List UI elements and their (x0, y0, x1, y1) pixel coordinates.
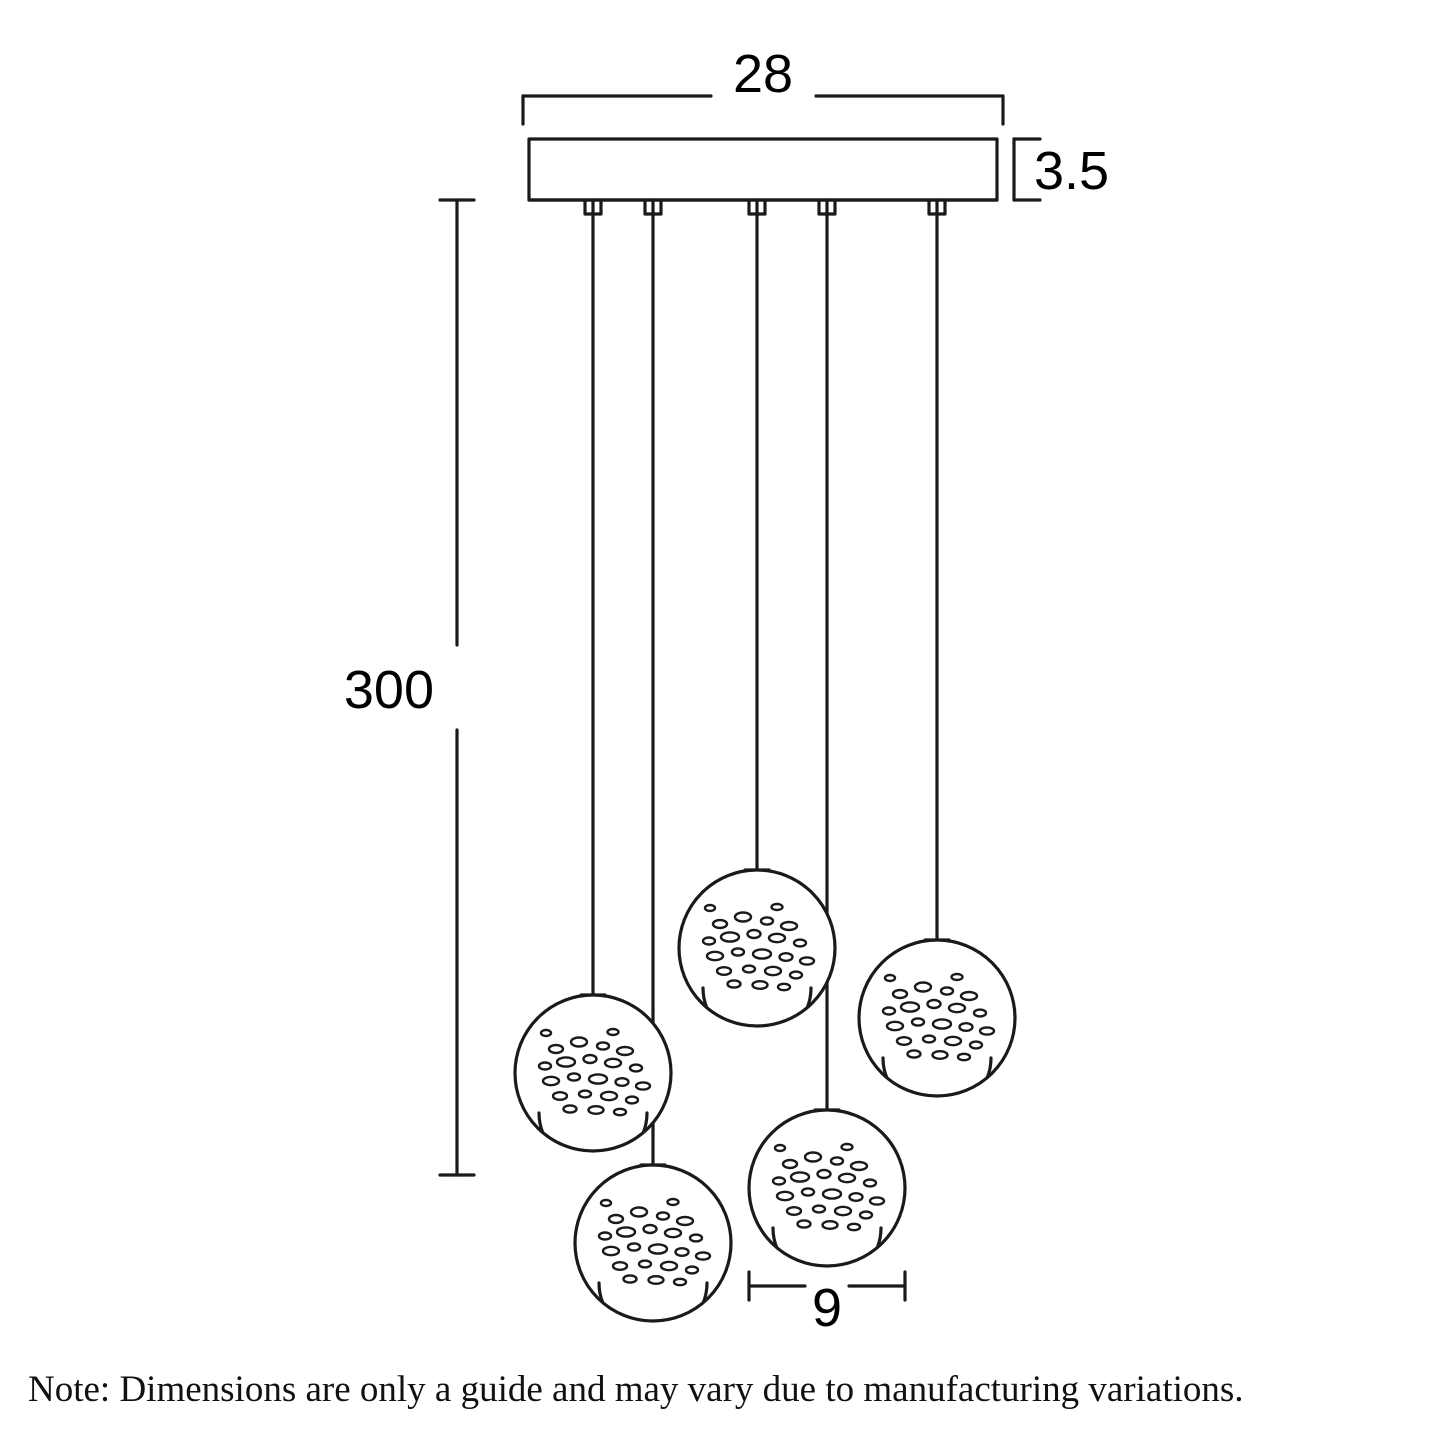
manufacturing-note: Note: Dimensions are only a guide and may vary due to manufacturing variations. (28, 1369, 1244, 1410)
dimension-drop-height (440, 200, 474, 1175)
dimension-label-diameter: 9 (811, 1278, 843, 1338)
pendant-shade-4 (749, 1110, 905, 1282)
dimension-label-drop: 300 (343, 660, 434, 720)
pendant-shade-2 (575, 1165, 731, 1337)
pendant-shade-5 (859, 940, 1015, 1112)
pendant-shade-1 (515, 995, 671, 1167)
dimension-label-width: 28 (732, 44, 794, 104)
pendant-shade-3 (679, 870, 835, 1042)
dimension-label-canopy-height: 3.5 (1034, 141, 1110, 201)
canopy-plate (529, 139, 997, 200)
